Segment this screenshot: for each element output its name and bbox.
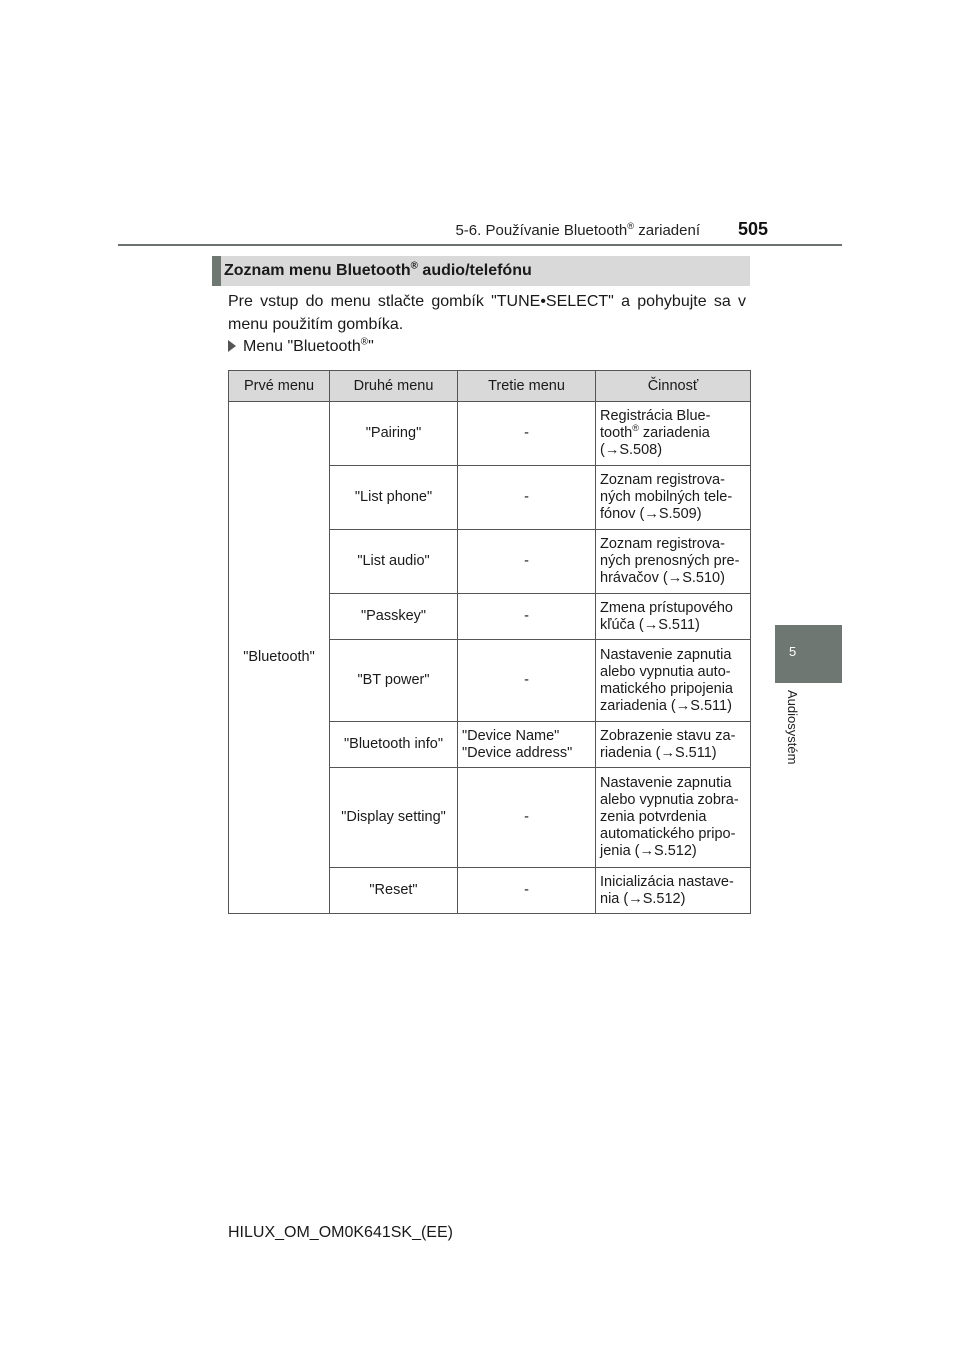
col-header-first-menu: Prvé menu (229, 371, 330, 402)
col-header-third-menu: Tretie menu (458, 371, 596, 402)
third-menu-cell: - (458, 594, 596, 640)
page-number: 505 (738, 219, 769, 239)
second-menu-cell: "List audio" (330, 530, 458, 594)
table-row (229, 402, 751, 466)
action-cell: Inicializácia nastave- nia (→S.512) (596, 868, 751, 914)
second-menu-cell: "Bluetooth info" (330, 722, 458, 768)
chapter-tab (775, 625, 842, 683)
third-menu-cell: - (458, 530, 596, 594)
intro-paragraph: Pre vstup do menu stlačte gombík "TUNE•SELECT" a pohybujte sa v menu použitím gombíka. (228, 293, 746, 333)
second-menu-cell: "List phone" (330, 466, 458, 530)
action-cell: Zobrazenie stavu za- riadenia (→S.511) (596, 722, 751, 768)
header-rule (118, 244, 842, 246)
section-heading-text: Zoznam menu Bluetooth® audio/telefónu (224, 260, 532, 279)
third-menu-cell: "Device Name" "Device address" (458, 722, 596, 768)
action-cell: Zmena prístupového kľúča (→S.511) (596, 594, 751, 640)
third-menu-cell: - (458, 402, 596, 466)
second-menu-cell: "Passkey" (330, 594, 458, 640)
action-cell: Zoznam registrova- ných prenosných pre- hrávačov (→S.510) (596, 530, 751, 594)
action-cell: Registrácia Blue- tooth® zariadenia (→S.508) (596, 402, 751, 466)
col-header-action: Činnosť (596, 371, 751, 402)
second-menu-cell: "BT power" (330, 640, 458, 722)
chapter-label: Audiosystém (785, 690, 800, 765)
col-header-second-menu: Druhé menu (330, 371, 458, 402)
triangle-bullet-icon (228, 340, 236, 352)
third-menu-cell: - (458, 466, 596, 530)
third-menu-cell: - (458, 640, 596, 722)
action-cell: Nastavenie zapnutia alebo vypnutia zobra- zenia potvrdenia automatického pripo- jenia (→S.512) (596, 768, 751, 868)
action-cell: Zoznam registrova- ných mobilných tele- fónov (→S.509) (596, 466, 751, 530)
table-header-row (229, 371, 751, 402)
second-menu-cell: "Reset" (330, 868, 458, 914)
action-cell: Nastavenie zapnutia alebo vypnutia auto- matického pripojenia zariadenia (→S.511) (596, 640, 751, 722)
second-menu-cell: "Pairing" (330, 402, 458, 466)
third-menu-cell: - (458, 868, 596, 914)
running-header-title: 5-6. Používanie Bluetooth® zariadení (455, 221, 700, 239)
section-heading (212, 256, 750, 286)
document-code: HILUX_OM_OM0K641SK_(EE) (228, 1224, 453, 1241)
chapter-number: 5 (789, 644, 797, 659)
submenu-title: Menu "Bluetooth®" (228, 338, 374, 356)
menu-table (228, 370, 751, 914)
third-menu-cell: - (458, 768, 596, 868)
first-menu-cell: "Bluetooth" (229, 402, 330, 914)
second-menu-cell: "Display setting" (330, 768, 458, 868)
section-heading-bar (212, 256, 221, 286)
